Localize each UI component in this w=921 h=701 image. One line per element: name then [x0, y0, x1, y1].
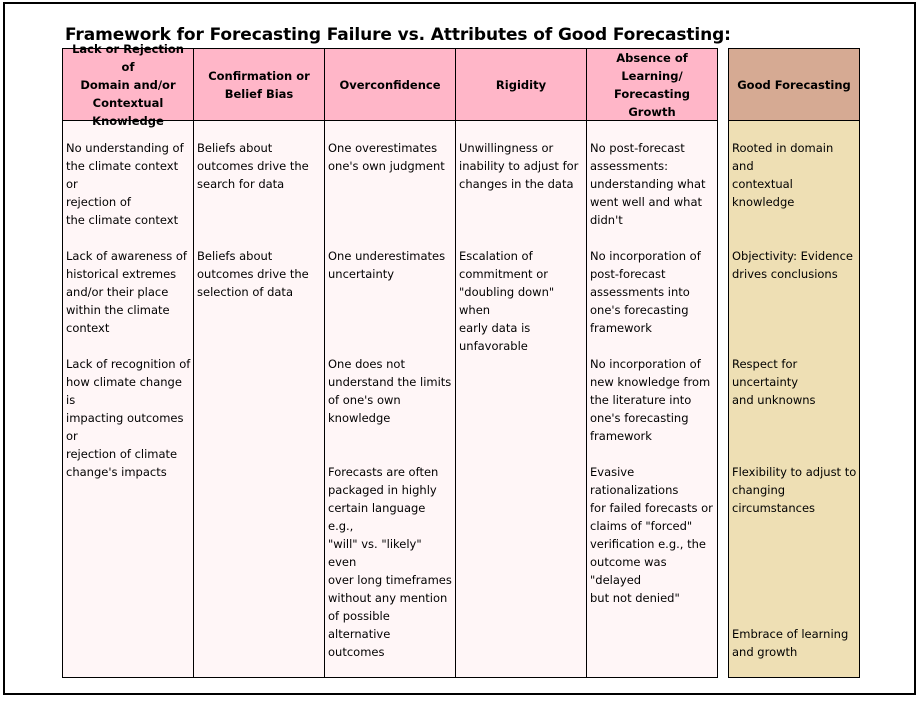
column-header: Confirmation or Belief Bias	[194, 49, 324, 121]
column-item: One overestimates one's own judgment	[328, 141, 445, 173]
column-item: Respect for uncertainty and unknowns	[732, 357, 816, 407]
column-item: No understanding of the climate context or rejection of the climate context	[66, 141, 184, 227]
column-item: Objectivity: Evidence drives conclusions	[732, 249, 853, 281]
column-item: Lack of awareness of historical extremes and/or their place within the climate context	[66, 249, 187, 335]
column-header: Absence of Learning/ Forecasting Growth	[587, 49, 717, 121]
column-confirmation-bias	[193, 48, 325, 678]
column-item: One underestimates uncertainty	[328, 249, 446, 281]
column-item: Beliefs about outcomes drive the search for data	[197, 141, 309, 191]
column-item: Unwillingness or inability to adjust for changes in the data	[459, 141, 579, 191]
column-item: One does not understand the limits of one's own knowledge	[328, 357, 452, 425]
column-item: No post-forecast assessments: understanding what went well and what didn't	[590, 141, 706, 227]
column-good-forecasting	[728, 48, 860, 678]
column-item: Lack of recognition of how climate change is impacting outcomes or rejection of climate change's impacts	[66, 357, 191, 479]
column-overconfidence	[324, 48, 456, 678]
column-item: Flexibility to adjust to changing circumstances	[732, 465, 857, 515]
column-header: Lack or Rejection of Domain and/or Contextual Knowledge	[63, 49, 193, 121]
column-item: Evasive rationalizations for failed forecasts or claims of "forced" verification e.g., the outcome was "delayed but not denied"	[590, 465, 713, 605]
column-absence-of-learning	[586, 48, 718, 678]
column-header: Overconfidence	[325, 49, 455, 121]
column-domain-knowledge	[62, 41, 194, 678]
column-item: Escalation of commitment or "doubling down" when early data is unfavorable	[459, 249, 555, 353]
column-item: Embrace of learning and growth	[732, 627, 849, 659]
column-item: No incorporation of new knowledge from the literature into one's forecasting framework	[590, 357, 711, 443]
column-item: Forecasts are often packaged in highly certain language e.g., "will" vs. "likely" even over long timeframes without any mention of possible alternative outcomes	[328, 465, 452, 659]
column-item: Beliefs about outcomes drive the selection of data	[197, 249, 309, 299]
column-header: Good Forecasting	[729, 49, 859, 121]
column-item: No incorporation of post-forecast assessments into one's forecasting framework	[590, 249, 701, 335]
figure-title: Framework for Forecasting Failure vs. Attributes of Good Forecasting:	[65, 25, 731, 45]
column-rigidity	[455, 48, 587, 678]
column-item: Rooted in domain and contextual knowledge	[732, 141, 834, 209]
column-header: Rigidity	[456, 49, 586, 121]
